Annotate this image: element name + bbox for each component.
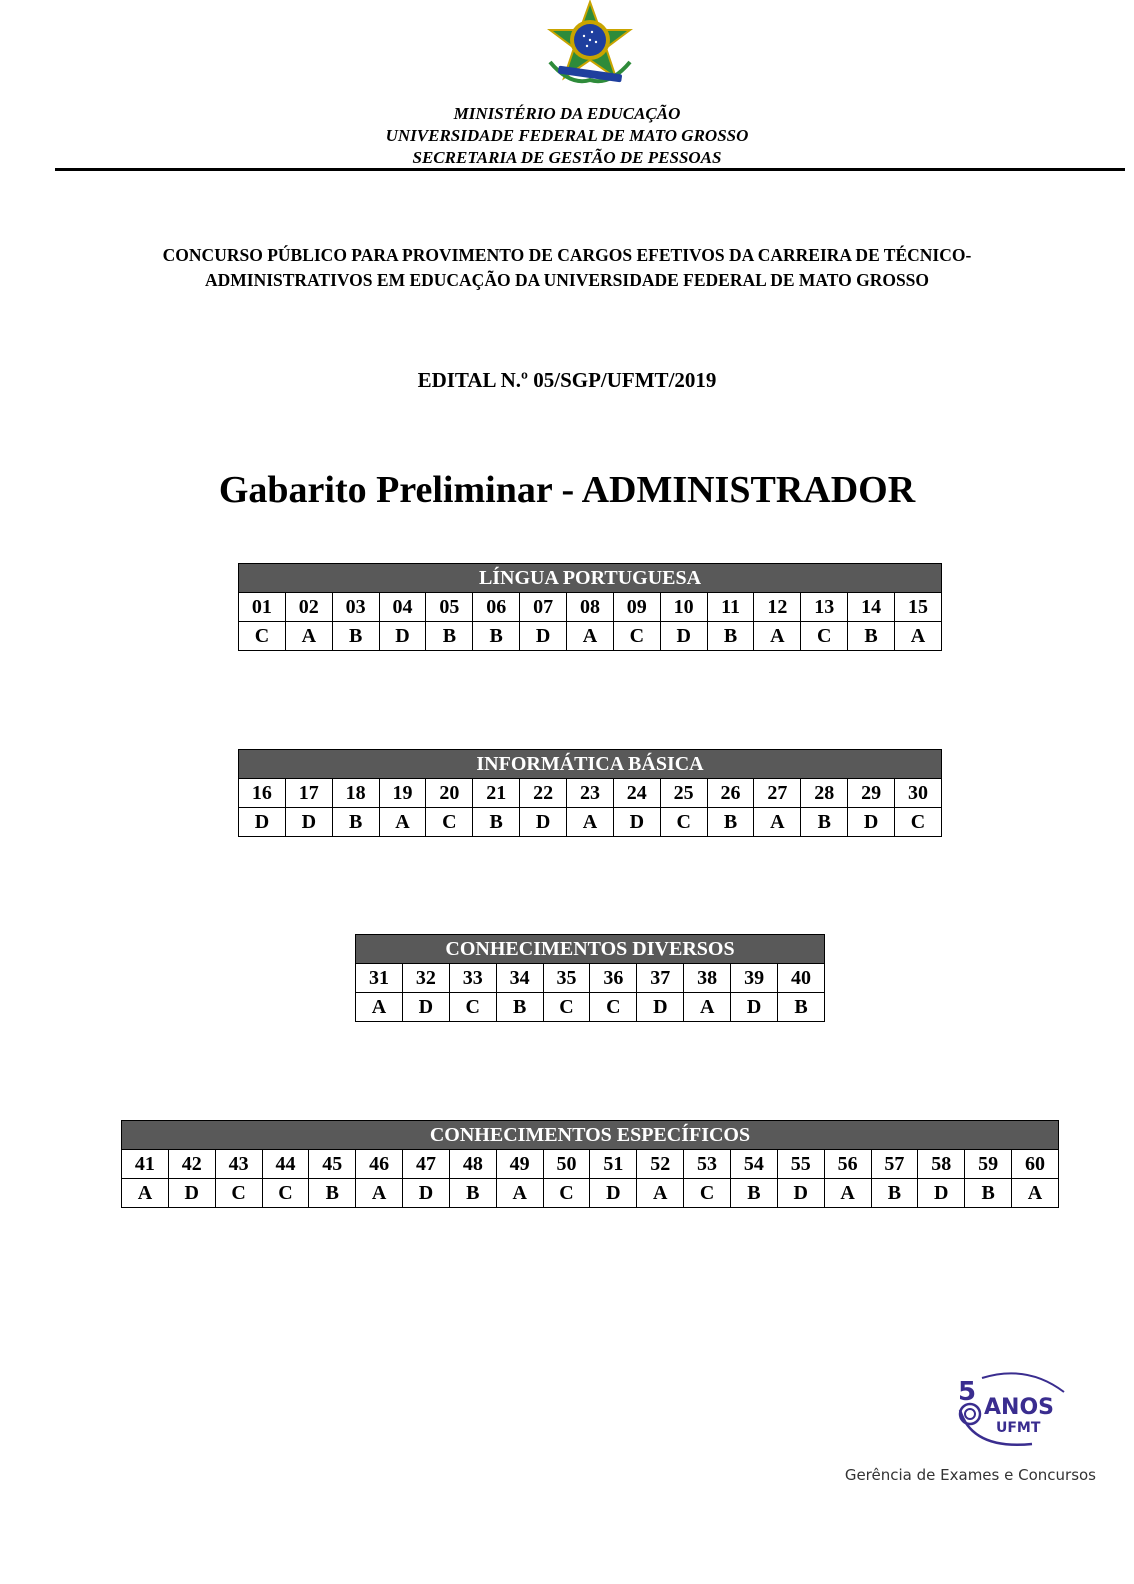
section-title: LÍNGUA PORTUGUESA: [239, 564, 942, 593]
answer-letter: B: [801, 808, 848, 837]
question-number: 10: [660, 593, 707, 622]
answer-letter: C: [660, 808, 707, 837]
page-title: Gabarito Preliminar - ADMINISTRADOR: [218, 469, 916, 511]
logo-ufmt-text: UFMT: [996, 1420, 1041, 1436]
answer-letter: A: [895, 622, 942, 651]
question-number: 11: [707, 593, 754, 622]
answer-table-informatica-basica: [238, 749, 942, 837]
answer-letter: D: [637, 993, 684, 1022]
header-divider: [55, 168, 1125, 171]
question-number: 18: [332, 779, 379, 808]
question-number: 26: [707, 779, 754, 808]
question-number: 50: [543, 1150, 590, 1179]
question-number: 44: [262, 1150, 309, 1179]
answer-letter: B: [496, 993, 543, 1022]
answer-letter: B: [707, 808, 754, 837]
answer-letter: B: [730, 1179, 777, 1208]
question-number-row: [239, 593, 942, 622]
answer-letter: C: [239, 622, 286, 651]
question-number: 51: [590, 1150, 637, 1179]
question-number: 30: [895, 779, 942, 808]
question-number: 28: [801, 779, 848, 808]
secretariat-line: SECRETARIA DE GESTÃO DE PESSOAS: [412, 148, 722, 167]
question-number: 02: [285, 593, 332, 622]
question-number: 36: [590, 964, 637, 993]
answer-letter: D: [777, 1179, 824, 1208]
question-number: 45: [309, 1150, 356, 1179]
question-number: 21: [473, 779, 520, 808]
footer-department: Gerência de Exames e Concursos: [844, 1466, 1096, 1484]
answer-letter: C: [684, 1179, 731, 1208]
question-number: 49: [496, 1150, 543, 1179]
question-number: 20: [426, 779, 473, 808]
question-number: 23: [567, 779, 614, 808]
answer-letter: A: [754, 808, 801, 837]
answer-letter: A: [379, 808, 426, 837]
answer-letter: D: [731, 993, 778, 1022]
question-number: 05: [426, 593, 473, 622]
answer-letter: A: [754, 622, 801, 651]
question-number-row: [122, 1150, 1059, 1179]
answer-letter: D: [402, 993, 449, 1022]
answer-letter: B: [965, 1179, 1012, 1208]
question-number: 09: [613, 593, 660, 622]
contest-title-line-2: ADMINISTRATIVOS EM EDUCAÇÃO DA UNIVERSIDADE FEDERAL DE MATO GROSSO: [204, 270, 930, 290]
question-number: 34: [496, 964, 543, 993]
answer-letter: B: [473, 622, 520, 651]
answer-letter: D: [285, 808, 332, 837]
answer-row: [122, 1179, 1059, 1208]
question-number: 17: [285, 779, 332, 808]
answer-letter: C: [801, 622, 848, 651]
answer-letter: A: [285, 622, 332, 651]
question-number: 01: [239, 593, 286, 622]
question-number: 56: [824, 1150, 871, 1179]
edital-number: EDITAL N.º 05/SGP/UFMT/2019: [417, 368, 717, 392]
answer-letter: B: [332, 808, 379, 837]
question-number: 13: [801, 593, 848, 622]
question-number: 24: [613, 779, 660, 808]
university-line: UNIVERSIDADE FEDERAL DE MATO GROSSO: [385, 126, 749, 145]
answer-letter: C: [590, 993, 637, 1022]
question-number: 59: [965, 1150, 1012, 1179]
answer-letter: D: [660, 622, 707, 651]
question-number: 12: [754, 593, 801, 622]
question-number: 16: [239, 779, 286, 808]
contest-title-line-1: CONCURSO PÚBLICO PARA PROVIMENTO DE CARGOS EFETIVOS DA CARREIRA DE TÉCNICO-: [162, 245, 972, 265]
answer-letter: B: [707, 622, 754, 651]
question-number: 08: [567, 593, 614, 622]
answer-letter: A: [824, 1179, 871, 1208]
answer-row: [239, 808, 942, 837]
ministry-line: MINISTÉRIO DA EDUCAÇÃO: [453, 104, 681, 123]
answer-letter: C: [613, 622, 660, 651]
question-number: 57: [871, 1150, 918, 1179]
question-number: 14: [848, 593, 895, 622]
question-number: 58: [918, 1150, 965, 1179]
answer-letter: C: [262, 1179, 309, 1208]
question-number: 27: [754, 779, 801, 808]
section-title: CONHECIMENTOS DIVERSOS: [356, 935, 825, 964]
question-number: 42: [168, 1150, 215, 1179]
question-number: 40: [778, 964, 825, 993]
answer-letter: A: [122, 1179, 169, 1208]
answer-letter: D: [590, 1179, 637, 1208]
answer-letter: A: [684, 993, 731, 1022]
answer-letter: A: [1012, 1179, 1059, 1208]
answer-letter: C: [543, 1179, 590, 1208]
question-number: 38: [684, 964, 731, 993]
question-number: 22: [520, 779, 567, 808]
answer-table-lingua-portuguesa: [238, 563, 942, 651]
question-number: 47: [403, 1150, 450, 1179]
answer-row: [356, 993, 825, 1022]
section-title: CONHECIMENTOS ESPECÍFICOS: [122, 1121, 1059, 1150]
answer-letter: A: [567, 622, 614, 651]
brazil-coat-of-arms-icon: [540, 0, 640, 90]
answer-letter: C: [215, 1179, 262, 1208]
answer-letter: B: [332, 622, 379, 651]
answer-letter: B: [871, 1179, 918, 1208]
question-number: 55: [777, 1150, 824, 1179]
question-number: 60: [1012, 1150, 1059, 1179]
answer-letter: D: [918, 1179, 965, 1208]
answer-letter: A: [637, 1179, 684, 1208]
answer-letter: D: [520, 622, 567, 651]
question-number: 33: [449, 964, 496, 993]
answer-letter: B: [848, 622, 895, 651]
ufmt-50-anos-logo: [952, 1370, 1072, 1450]
question-number: 53: [684, 1150, 731, 1179]
question-number: 25: [660, 779, 707, 808]
answer-letter: C: [426, 808, 473, 837]
answer-letter: D: [403, 1179, 450, 1208]
question-number: 37: [637, 964, 684, 993]
answer-row: [239, 622, 942, 651]
answer-letter: D: [613, 808, 660, 837]
section-title: INFORMÁTICA BÁSICA: [239, 750, 942, 779]
question-number: 04: [379, 593, 426, 622]
question-number: 15: [895, 593, 942, 622]
answer-letter: A: [356, 993, 403, 1022]
answer-letter: A: [567, 808, 614, 837]
question-number: 29: [848, 779, 895, 808]
question-number: 07: [520, 593, 567, 622]
question-number: 48: [449, 1150, 496, 1179]
question-number-row: [239, 779, 942, 808]
question-number: 32: [402, 964, 449, 993]
answer-letter: D: [168, 1179, 215, 1208]
question-number: 39: [731, 964, 778, 993]
answer-letter: D: [239, 808, 286, 837]
question-number: 06: [473, 593, 520, 622]
answer-letter: C: [543, 993, 590, 1022]
answer-table-conhecimentos-especificos: [121, 1120, 1059, 1208]
answer-letter: B: [449, 1179, 496, 1208]
question-number: 03: [332, 593, 379, 622]
answer-letter: B: [473, 808, 520, 837]
answer-letter: B: [778, 993, 825, 1022]
question-number: 54: [730, 1150, 777, 1179]
logo-anos-text: ANOS: [984, 1395, 1054, 1420]
question-number: 52: [637, 1150, 684, 1179]
question-number: 35: [543, 964, 590, 993]
answer-letter: B: [426, 622, 473, 651]
answer-letter: D: [379, 622, 426, 651]
question-number: 31: [356, 964, 403, 993]
answer-letter: C: [449, 993, 496, 1022]
question-number: 41: [122, 1150, 169, 1179]
answer-letter: D: [520, 808, 567, 837]
answer-letter: B: [309, 1179, 356, 1208]
question-number: 43: [215, 1150, 262, 1179]
answer-letter: D: [848, 808, 895, 837]
answer-letter: C: [895, 808, 942, 837]
answer-letter: A: [356, 1179, 403, 1208]
question-number-row: [356, 964, 825, 993]
svg-text:5: 5: [958, 1377, 977, 1407]
answer-letter: A: [496, 1179, 543, 1208]
question-number: 46: [356, 1150, 403, 1179]
answer-table-conhecimentos-diversos: [355, 934, 825, 1022]
question-number: 19: [379, 779, 426, 808]
